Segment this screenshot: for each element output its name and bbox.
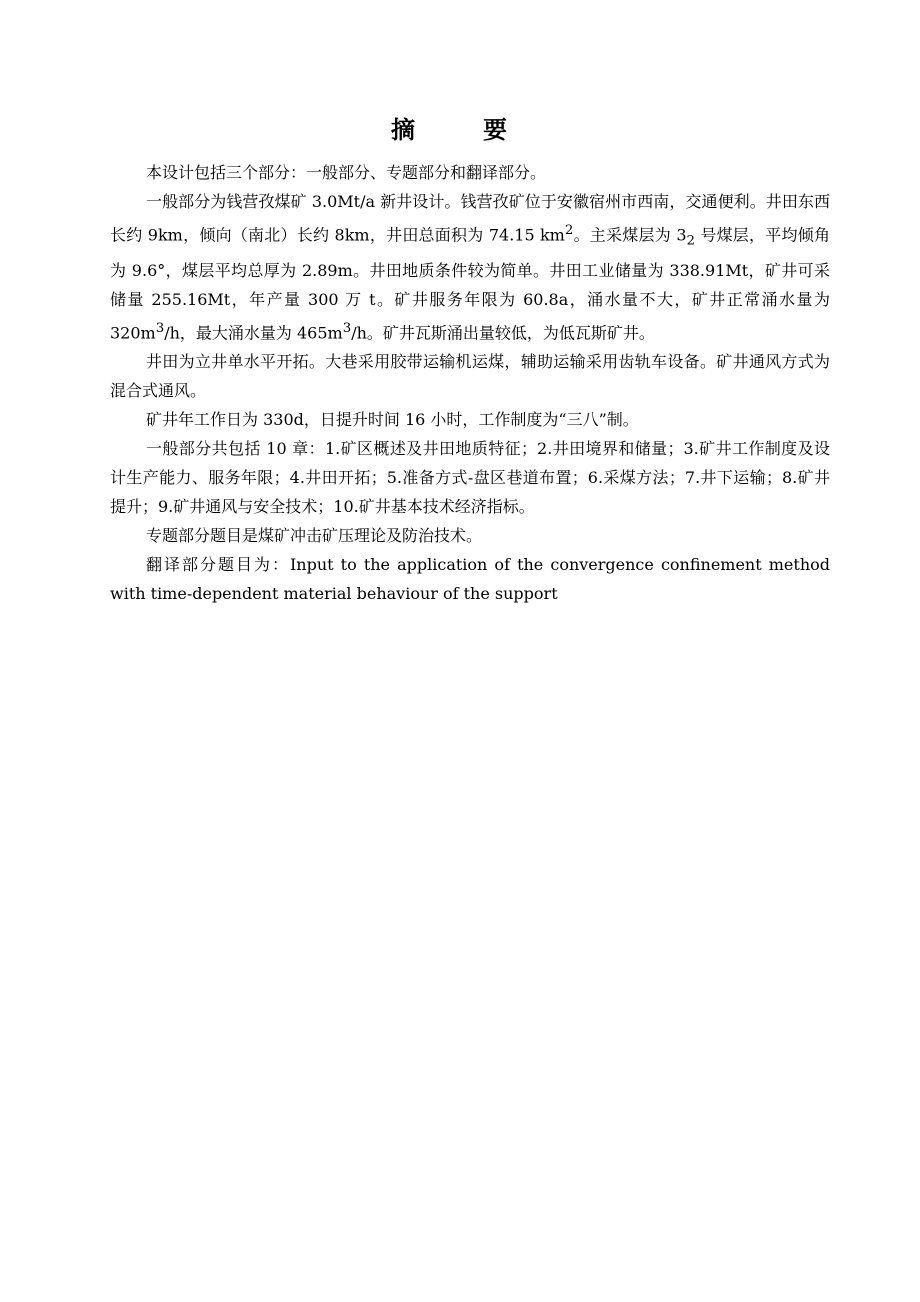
- paragraph-chapters: 一般部分共包括 10 章：1.矿区概述及井田地质特征；2.井田境界和储量；3.矿井工作制度及设计生产能力、服务年限；4.井田开拓；5.准备方式-盘区巷道布置；6.采煤方法；7.井下运输；8.矿井提升；9.矿井通风与安全技术；10.矿井基本技术经济指标。: [110, 438, 830, 516]
- paragraph-work-schedule: 矿井年工作日为 330d，日提升时间 16 小时，工作制度为“三八”制。: [146, 409, 639, 429]
- text-segment: 。主采煤层为 3: [573, 225, 687, 245]
- abstract-body: [110, 158, 830, 608]
- text-segment: /h。矿井瓦斯涌出量较低，为低瓦斯矿井。: [351, 322, 655, 342]
- superscript: 3: [342, 320, 352, 336]
- page-title: 摘 要: [391, 116, 529, 144]
- superscript: 2: [564, 223, 574, 238]
- paragraph-special-topic: 专题部分题目是煤矿冲击矿压理论及防治技术。: [146, 525, 483, 545]
- superscript: 3: [155, 320, 165, 336]
- text-segment: 一般部分为钱营孜煤矿 3.0Mt/a 新井设计。钱营孜矿位于安徽宿州市西南，交通便利。井田东西长约 9km，倾向（南北）长约 8km，井田总面积为 74.15 km: [110, 192, 830, 245]
- paragraph-overview: 本设计包括三个部分：一般部分、专题部分和翻译部分。: [146, 163, 547, 182]
- paragraph-general-design: [110, 187, 830, 347]
- text-segment: 号煤层，平均倾角为 9.6°，煤层平均总厚为 2.89m。井田地质条件较为简单。井田工业储量为 338.91Mt，矿井可采储量 255.16Mt，年产量 300 万 t。矿井服务年限为 60.8a，涌水量不大，矿井正常涌水量为 320m: [110, 225, 830, 342]
- paragraph-translation: 翻译部分题目为：Input to the application of the convergence confinement method with time-dependent material behaviour of the support: [110, 554, 830, 603]
- text-segment: /h，最大涌水量为 465m: [164, 322, 343, 342]
- subscript: 2: [686, 233, 695, 249]
- paragraph-development: 井田为立井单水平开拓。大巷采用胶带运输机运煤，辅助运输采用齿轨车设备。矿井通风方式为混合式通风。: [110, 351, 830, 400]
